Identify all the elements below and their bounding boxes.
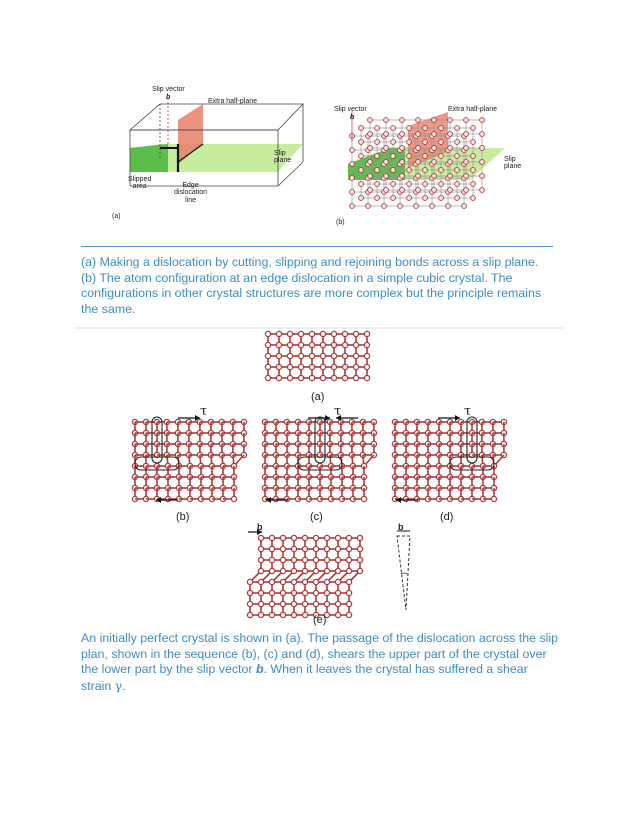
atom: [335, 535, 340, 540]
atom: [331, 353, 336, 358]
atom: [324, 590, 329, 595]
atom: [357, 546, 362, 551]
dislocated-grid: [262, 417, 376, 502]
atom: [298, 364, 303, 369]
atom: [302, 557, 307, 562]
atom: [368, 118, 373, 123]
atom: [446, 204, 451, 209]
atom: [331, 331, 336, 336]
atom: [313, 601, 318, 606]
atom: [276, 375, 281, 380]
slipped-area-label: Slipped area: [128, 176, 152, 191]
atom: [265, 331, 270, 336]
atom: [471, 168, 476, 173]
atom: [407, 126, 412, 131]
atom: [350, 190, 355, 195]
atom: [391, 154, 396, 159]
caption-end: .: [122, 678, 126, 693]
atom: [350, 176, 355, 181]
atom: [407, 154, 412, 159]
atom: [287, 342, 292, 347]
atom: [346, 546, 351, 551]
atom: [464, 132, 469, 137]
atom: [258, 612, 263, 617]
atom: [439, 154, 444, 159]
atom: [416, 118, 421, 123]
atom: [416, 160, 421, 165]
b-label: b: [350, 114, 355, 121]
atom: [455, 168, 460, 173]
atom: [302, 601, 307, 606]
atom: [313, 568, 318, 573]
atom: [384, 188, 389, 193]
atom: [391, 196, 396, 201]
atom: [391, 182, 396, 187]
atom: [375, 140, 380, 145]
atom: [448, 132, 453, 137]
atom: [384, 118, 389, 123]
atom: [368, 146, 373, 151]
atom: [391, 140, 396, 145]
atom: [313, 546, 318, 551]
atom: [364, 375, 369, 380]
atom: [480, 188, 485, 193]
atom: [298, 331, 303, 336]
atom: [353, 375, 358, 380]
atom: [346, 612, 351, 617]
atom: [353, 364, 358, 369]
atom: [258, 535, 263, 540]
atom: [309, 364, 314, 369]
atom: [298, 375, 303, 380]
atom: [342, 331, 347, 336]
atom: [350, 148, 355, 153]
edge-dislocation-line-label: Edge dislocation line: [174, 182, 208, 204]
atom-grid: [265, 331, 369, 380]
tau-label-b: τ: [200, 404, 208, 419]
atom: [269, 568, 274, 573]
atom: [464, 118, 469, 123]
atom: [269, 601, 274, 606]
panel-a-label: (a): [112, 213, 121, 220]
atom: [359, 196, 364, 201]
atom: [265, 353, 270, 358]
atom: [357, 568, 362, 573]
atom: [247, 612, 252, 617]
atom: [398, 204, 403, 209]
atom: [432, 132, 437, 137]
dislocated-grid: [392, 417, 506, 502]
atom: [335, 579, 340, 584]
atom: [247, 579, 252, 584]
atom: [357, 557, 362, 562]
atom: [455, 126, 460, 131]
atom: [280, 601, 285, 606]
atom: [309, 342, 314, 347]
atom: [423, 182, 428, 187]
atom: [400, 118, 405, 123]
atom: [464, 146, 469, 151]
atom: [471, 182, 476, 187]
atom: [324, 535, 329, 540]
atom: [480, 160, 485, 165]
caption-gamma: γ: [114, 677, 123, 693]
atom: [416, 188, 421, 193]
atom: [247, 601, 252, 606]
atom: [335, 612, 340, 617]
atom: [331, 364, 336, 369]
atom: [455, 140, 460, 145]
atom: [346, 557, 351, 562]
atom: [269, 535, 274, 540]
atom: [359, 126, 364, 131]
atom: [448, 146, 453, 151]
shear-b-label: b: [398, 522, 404, 532]
atom: [423, 196, 428, 201]
atom: [439, 196, 444, 201]
atom: [313, 557, 318, 562]
atom: [407, 182, 412, 187]
atom: [291, 557, 296, 562]
atom: [313, 535, 318, 540]
atom: [464, 188, 469, 193]
figure-2-caption: [81, 631, 559, 694]
atom: [280, 557, 285, 562]
atom: [313, 590, 318, 595]
atom: [364, 364, 369, 369]
atom: [384, 146, 389, 151]
caption-rule: [81, 246, 553, 247]
atom: [302, 579, 307, 584]
atom: [291, 535, 296, 540]
b-label: b: [166, 94, 171, 101]
atom: [265, 364, 270, 369]
atom: [400, 132, 405, 137]
atom: [432, 146, 437, 151]
extra-half-plane-label: Extra half-plane: [208, 98, 258, 105]
atom: [448, 188, 453, 193]
atom: [361, 496, 366, 501]
atom: [368, 188, 373, 193]
atom: [455, 182, 460, 187]
atom: [439, 126, 444, 131]
atom: [287, 331, 292, 336]
atom: [350, 162, 355, 167]
atom: [366, 204, 371, 209]
atom: [291, 601, 296, 606]
atom: [302, 612, 307, 617]
atom: [298, 342, 303, 347]
atom: [400, 174, 405, 179]
atom: [309, 375, 314, 380]
atom: [382, 204, 387, 209]
atom: [480, 132, 485, 137]
atom: [287, 375, 292, 380]
atom: [302, 590, 307, 595]
atom: [375, 126, 380, 131]
atom: [291, 590, 296, 595]
figure-1-caption: (a) Making a dislocation by cutting, slipping and rejoining bonds across a slip plane. (b) The atom configuration at an edge dislocation in a simple cubic crystal. The configurations in other crystal structures are more complex but the principle remains the same.: [81, 255, 542, 316]
atom: [346, 601, 351, 606]
slip-plane-label: Slip plane: [274, 150, 292, 165]
atom: [335, 557, 340, 562]
atom: [320, 364, 325, 369]
atom: [342, 342, 347, 347]
atom: [432, 174, 437, 179]
atom: [335, 568, 340, 573]
panel-c-label: (c): [310, 511, 323, 523]
atom: [342, 353, 347, 358]
atom: [335, 546, 340, 551]
atom: [291, 612, 296, 617]
atom: [335, 590, 340, 595]
atom: [391, 168, 396, 173]
atom: [400, 146, 405, 151]
atom: [357, 535, 362, 540]
atom: [471, 154, 476, 159]
atom: [324, 601, 329, 606]
atom: [324, 568, 329, 573]
atom: [384, 160, 389, 165]
atom: [324, 546, 329, 551]
atom: [276, 331, 281, 336]
atom: [258, 546, 263, 551]
atom: [280, 590, 285, 595]
atom: [359, 140, 364, 145]
atom: [353, 331, 358, 336]
atom: [269, 557, 274, 562]
atom: [320, 375, 325, 380]
atom: [346, 590, 351, 595]
atom: [471, 126, 476, 131]
atom: [464, 160, 469, 165]
atom: [324, 579, 329, 584]
atom: [335, 601, 340, 606]
atom: [276, 342, 281, 347]
atom: [364, 331, 369, 336]
atom: [346, 535, 351, 540]
atom: [416, 132, 421, 137]
atom: [359, 182, 364, 187]
atom: [439, 182, 444, 187]
atom: [269, 546, 274, 551]
atom: [320, 331, 325, 336]
atom: [231, 496, 236, 501]
slip-vector-label: Slip vector: [152, 86, 185, 93]
atom: [331, 342, 336, 347]
atom: [368, 132, 373, 137]
tau-label-d: τ: [464, 404, 472, 419]
atom: [291, 568, 296, 573]
figure-2: [120, 328, 520, 628]
atom: [280, 546, 285, 551]
atom: [324, 557, 329, 562]
atom: [416, 174, 421, 179]
atom: [320, 342, 325, 347]
atom: [313, 579, 318, 584]
slip-vector-label: Slip vector: [334, 106, 367, 113]
atom: [407, 168, 412, 173]
atom: [265, 375, 270, 380]
atom: [258, 557, 263, 562]
atom: [400, 160, 405, 165]
atom: [346, 568, 351, 573]
atom: [280, 579, 285, 584]
atom: [269, 612, 274, 617]
atom: [407, 140, 412, 145]
panel-a-label: (a): [311, 391, 325, 403]
atom: [265, 342, 270, 347]
atom: [430, 204, 435, 209]
atom: [342, 375, 347, 380]
atom: [276, 353, 281, 358]
atom: [320, 353, 325, 358]
atom: [448, 118, 453, 123]
atom: [432, 118, 437, 123]
figure-1a: [108, 86, 308, 226]
atom: [280, 612, 285, 617]
atom: [258, 568, 263, 573]
extra-half-plane-label: Extra half-plane: [448, 106, 498, 113]
atom: [414, 204, 419, 209]
atom: [416, 146, 421, 151]
atom: [423, 168, 428, 173]
atom: [331, 375, 336, 380]
atom: [391, 126, 396, 131]
slip-plane-label: Slip plane: [504, 156, 522, 171]
dislocated-grid: [132, 417, 246, 502]
atom: [276, 364, 281, 369]
atom: [491, 496, 496, 501]
atom: [439, 140, 444, 145]
dislocation-sequence: [120, 328, 520, 628]
atom: [258, 590, 263, 595]
atom: [455, 154, 460, 159]
atom: [269, 590, 274, 595]
slip-vector-b-label: b: [257, 522, 263, 532]
atom: [439, 168, 444, 173]
figure-1b: [330, 102, 540, 230]
panel-e-label: (e): [313, 614, 327, 626]
atom: [309, 331, 314, 336]
atom: [471, 196, 476, 201]
atom: [353, 342, 358, 347]
atom: [462, 204, 467, 209]
atom: [423, 154, 428, 159]
atom: [448, 174, 453, 179]
atom: [384, 132, 389, 137]
atom: [368, 160, 373, 165]
atom: [364, 353, 369, 358]
atom: [258, 601, 263, 606]
atom: [464, 174, 469, 179]
atom: [400, 188, 405, 193]
atom: [480, 174, 485, 179]
atom: [247, 590, 252, 595]
atom: [258, 579, 263, 584]
atom: [359, 168, 364, 173]
atom: [359, 154, 364, 159]
atom: [455, 196, 460, 201]
panel-b-label: (b): [176, 511, 190, 523]
atom: [269, 579, 274, 584]
atom: [287, 364, 292, 369]
sheared-grid: [247, 535, 362, 617]
atom: [407, 196, 412, 201]
atom: [280, 568, 285, 573]
atom: [302, 535, 307, 540]
atom: [302, 568, 307, 573]
atom: [280, 535, 285, 540]
atom: [480, 118, 485, 123]
atom: [353, 353, 358, 358]
atom: [375, 182, 380, 187]
panel-b-label: (b): [336, 219, 345, 226]
atom: [350, 204, 355, 209]
atom: [291, 546, 296, 551]
caption-b: b: [255, 662, 264, 677]
atom: [375, 168, 380, 173]
atom: [298, 353, 303, 358]
atom: [423, 140, 428, 145]
panel-d-label: (d): [440, 511, 454, 523]
atom: [346, 579, 351, 584]
atom: [471, 140, 476, 145]
atom: [375, 196, 380, 201]
atom: [368, 174, 373, 179]
atom: [287, 353, 292, 358]
atom: [423, 126, 428, 131]
atom: [364, 342, 369, 347]
tau-label-c: τ: [334, 404, 342, 419]
atom: [375, 154, 380, 159]
caption-text-2: . When it leaves the crystal has suffered a shear strain: [81, 662, 528, 693]
atom: [448, 160, 453, 165]
atom: [291, 579, 296, 584]
caption-text-1: An initially perfect crystal is shown in (a). The passage of the dislocation across the slip plan, shown in the sequence (b), (c) and (d), shears the upper part of the crystal over the lower part by the slip vector: [81, 631, 559, 677]
atom: [432, 160, 437, 165]
atom: [302, 546, 307, 551]
atom: [384, 174, 389, 179]
atom: [480, 146, 485, 151]
atom: [309, 353, 314, 358]
atom: [432, 188, 437, 193]
atom: [342, 364, 347, 369]
